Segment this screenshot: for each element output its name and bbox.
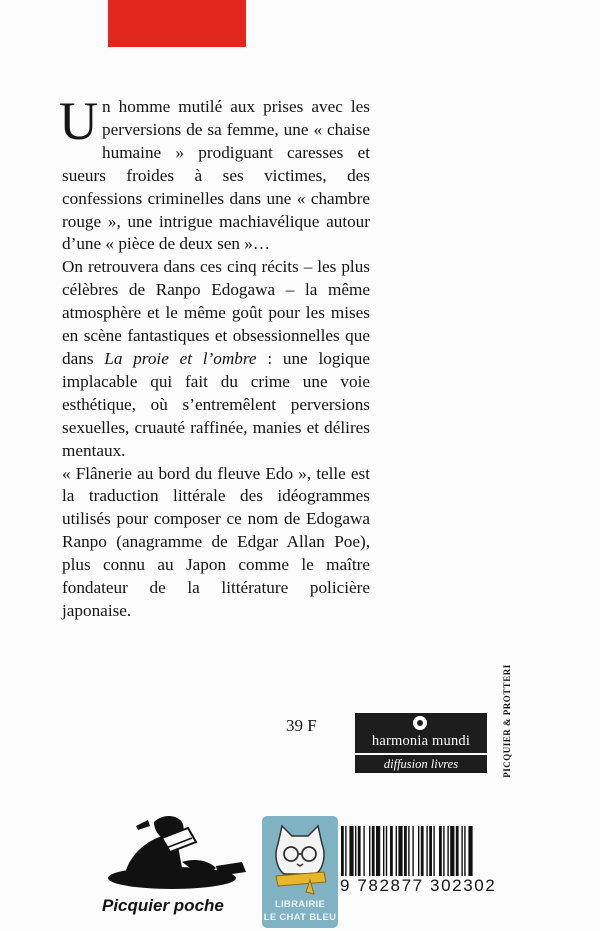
distributor-name: harmonia mundi	[371, 733, 471, 749]
distributor-subtitle: diffusion livres	[355, 755, 487, 773]
bookstore-sticker	[262, 816, 338, 928]
cat-with-glasses-icon	[266, 820, 334, 896]
reading-figure-icon	[104, 808, 254, 890]
vertical-brand-text: PICQUIER & PROTTERI	[502, 664, 513, 778]
sticker-line-2: LE CHAT BLEU	[263, 912, 337, 923]
blurb-paragraph-1-text: n homme mutilé aux prises avec les perversions de sa femme, une « chaise humaine » prodiguant caresses et sueurs froides à ses victimes, des confessions criminelles dans une « chambre rouge », une intrigue machiavélique autour d’une « pièce de deux sen »…	[62, 97, 370, 254]
blurb-paragraph-1	[59, 91, 370, 256]
blurb-paragraph-2-text-b: : une logique implacable qui fait du crime une voie esthétique, où s’entremêlent perversions sexuelles, cruauté raffinée, manies et délires mentaux.	[62, 348, 370, 460]
blurb-paragraph-3: « Flânerie au bord du fleuve Edo », telle est la traduction littérale des idéogrammes utilisés pour composer ce nom de Edogawa Ranpo (anagramme de Edgar Allan Poe), plus connu au Japon comme le maître fondateur de la littérature policière japonaise.	[62, 463, 370, 620]
publisher-name: Picquier poche	[102, 896, 224, 915]
book-title-reference: La proie et l’ombre	[104, 348, 257, 368]
blurb-paragraph-2-text-a: On retrouvera dans ces cinq récits – les plus célèbres de Ranpo Edogawa – la même atmosphère et le même goût pour les mises en scène fantastiques et obsessionnelles que dans	[62, 257, 370, 368]
swirl-icon	[413, 716, 427, 730]
barcode	[341, 826, 517, 876]
dropcap: U	[59, 91, 98, 151]
vertical-brand-mark	[497, 666, 517, 776]
blurb-paragraph-2	[62, 256, 370, 462]
distributor-logo	[355, 713, 487, 777]
red-accent-band	[108, 0, 246, 47]
sticker-line-1: LIBRAIRIE	[274, 899, 326, 910]
isbn-number: 9 782877 302302	[340, 876, 497, 895]
price: 39 F	[286, 716, 317, 735]
back-cover-blurb	[59, 91, 370, 623]
